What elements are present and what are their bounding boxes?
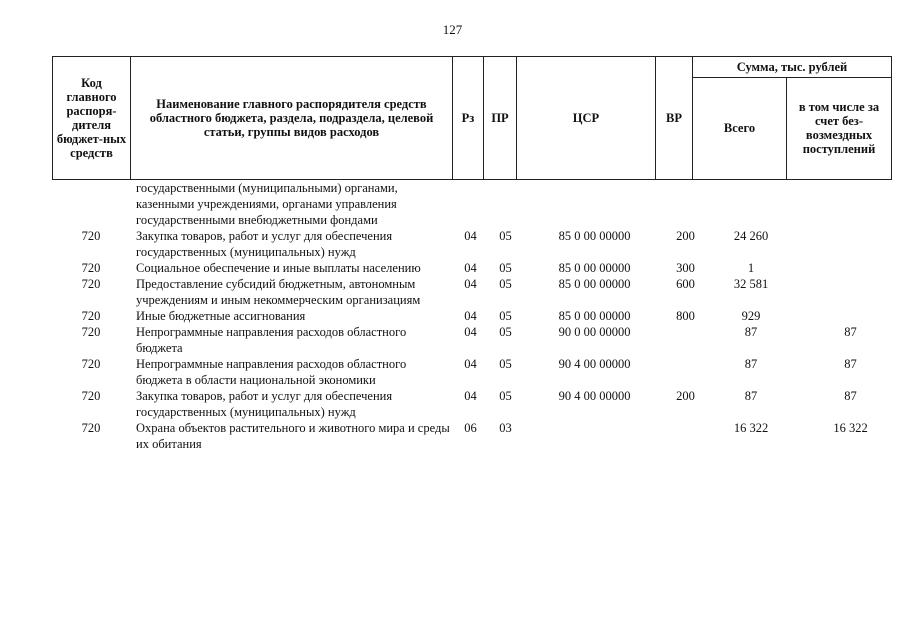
cell-total: 1 xyxy=(747,261,755,275)
cell-total: 87 xyxy=(744,325,758,339)
cell-code: 720 xyxy=(81,261,101,275)
table-row xyxy=(52,276,903,308)
cell-name: Непрограммные направления расходов областного бюджета xyxy=(136,325,407,355)
cell-pr: 05 xyxy=(499,357,512,371)
cell-pr: 05 xyxy=(499,309,512,323)
cell-vr: 600 xyxy=(676,277,695,291)
table-row xyxy=(52,260,903,276)
cell-pr: 05 xyxy=(499,229,512,243)
cell-free: 87 xyxy=(844,389,857,403)
cell-csr: 90 0 00 00000 xyxy=(558,325,631,339)
cell-name: Предоставление субсидий бюджетным, автономным учреждениям и иным некоммерческим организациям xyxy=(136,277,421,307)
cell-name: Социальное обеспечение и иные выплаты населению xyxy=(136,261,421,275)
cell-vr xyxy=(667,180,704,228)
cell-code: 720 xyxy=(81,421,101,435)
cell-pr: 05 xyxy=(499,325,512,339)
table-row xyxy=(52,180,903,228)
cell-rz: 04 xyxy=(464,325,477,339)
header-vr: ВР xyxy=(656,57,693,180)
cell-pr: 03 xyxy=(499,421,512,435)
cell-code: 720 xyxy=(81,277,101,291)
cell-vr: 300 xyxy=(676,261,695,275)
cell-vr: 200 xyxy=(676,389,695,403)
table-row xyxy=(52,308,903,324)
cell-csr: 85 0 00 00000 xyxy=(558,261,631,275)
cell-vr: 800 xyxy=(676,309,695,323)
cell-csr: 85 0 00 00000 xyxy=(558,229,631,243)
cell-pr: 05 xyxy=(499,389,512,403)
cell-free xyxy=(798,180,903,228)
cell-free xyxy=(798,308,903,324)
cell-rz: 04 xyxy=(464,261,477,275)
header-free: в том числе за счет без-возмездных поступлений xyxy=(787,77,892,180)
cell-code: 720 xyxy=(81,309,101,323)
cell-name: государственными (муниципальными) органами, казенными учреждениями, органами управления государственными внебюджетными фондами xyxy=(136,181,398,227)
cell-name: Охрана объектов растительного и животного мира и среды их обитания xyxy=(136,421,450,451)
cell-name: Закупка товаров, работ и услуг для обеспечения государственных (муниципальных) нужд xyxy=(136,389,393,419)
cell-rz: 04 xyxy=(464,389,477,403)
header-rz: Рз xyxy=(453,57,484,180)
table-row xyxy=(52,388,903,420)
cell-free xyxy=(798,228,903,260)
header-sum: Сумма, тыс. рублей xyxy=(693,57,892,78)
cell-total xyxy=(704,180,798,228)
cell-pr xyxy=(489,180,522,228)
header-total: Всего xyxy=(693,77,787,180)
header-pr: ПР xyxy=(484,57,517,180)
cell-csr: 85 0 00 00000 xyxy=(558,277,631,291)
cell-csr: 85 0 00 00000 xyxy=(558,309,631,323)
cell-csr: 90 4 00 00000 xyxy=(558,389,631,403)
cell-rz xyxy=(452,180,489,228)
table-row xyxy=(52,324,903,356)
cell-csr: 90 4 00 00000 xyxy=(558,357,631,371)
cell-rz: 04 xyxy=(464,229,477,243)
cell-free: 16 322 xyxy=(833,421,868,435)
cell-csr xyxy=(522,420,667,452)
cell-total: 87 xyxy=(744,389,758,403)
cell-name: Непрограммные направления расходов областного бюджета в области национальной экономики xyxy=(136,357,407,387)
cell-rz: 04 xyxy=(464,277,477,291)
page-number: 127 xyxy=(442,22,463,37)
cell-total: 24 260 xyxy=(733,229,769,243)
cell-free xyxy=(798,260,903,276)
table-header xyxy=(52,56,892,180)
cell-vr: 200 xyxy=(676,229,695,243)
cell-csr xyxy=(522,180,667,228)
table-row xyxy=(52,420,903,452)
cell-total: 929 xyxy=(741,309,761,323)
cell-vr xyxy=(667,324,704,356)
cell-name: Закупка товаров, работ и услуг для обеспечения государственных (муниципальных) нужд xyxy=(136,229,393,259)
cell-code: 720 xyxy=(81,229,101,243)
cell-code: 720 xyxy=(81,389,101,403)
header-code: Код главного распоря-дителя бюджет-ных средств xyxy=(53,57,131,180)
table-row xyxy=(52,228,903,260)
cell-free xyxy=(798,276,903,308)
cell-name: Иные бюджетные ассигнования xyxy=(136,309,306,323)
cell-pr: 05 xyxy=(499,277,512,291)
budget-table xyxy=(52,180,903,452)
cell-code xyxy=(52,180,130,228)
cell-code: 720 xyxy=(81,357,101,371)
cell-vr xyxy=(667,420,704,452)
cell-vr xyxy=(667,356,704,388)
cell-rz: 04 xyxy=(464,357,477,371)
header-name: Наименование главного распорядителя средств областного бюджета, раздела, подраздела, целевой статьи, группы видов расходов xyxy=(131,57,453,180)
cell-total: 32 581 xyxy=(733,277,769,291)
cell-total: 87 xyxy=(744,357,758,371)
header-csr: ЦСР xyxy=(517,57,656,180)
cell-rz: 06 xyxy=(464,421,477,435)
cell-free: 87 xyxy=(844,325,857,339)
table-row xyxy=(52,356,903,388)
cell-code: 720 xyxy=(81,325,101,339)
cell-pr: 05 xyxy=(499,261,512,275)
cell-rz: 04 xyxy=(464,309,477,323)
cell-free: 87 xyxy=(844,357,857,371)
cell-total: 16 322 xyxy=(733,421,769,435)
